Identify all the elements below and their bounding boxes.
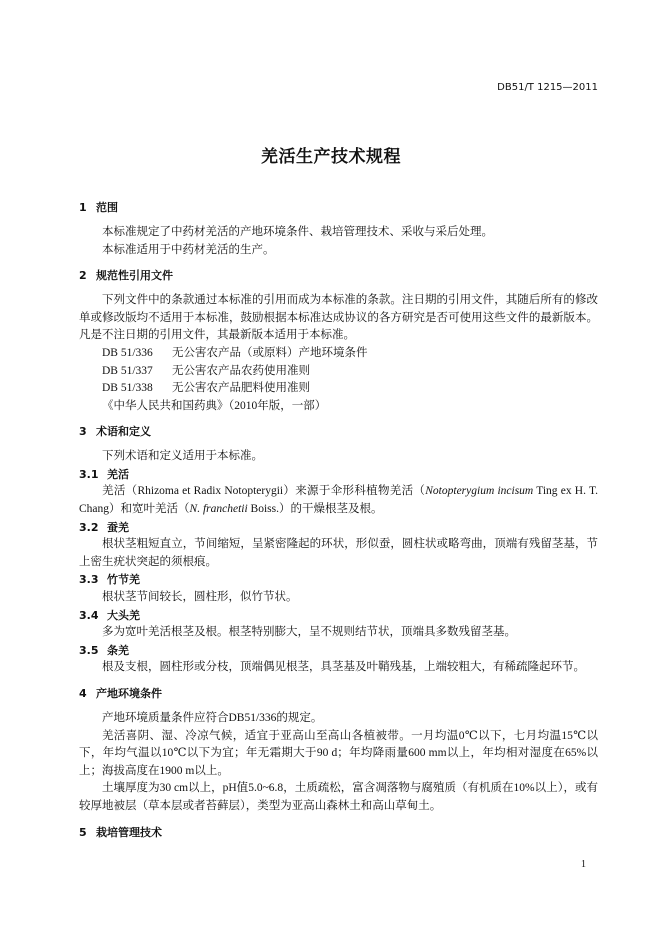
section-heading-scope [79, 199, 598, 217]
paragraph: 土壤厚度为30 cm以上，pH值5.0~6.8，土质疏松，富含凋落物与腐殖质（有机质在10%以上），或有较厚地被层（草本层或者苔藓层），类型为亚高山森林土和高山草甸土。 [79, 782, 598, 812]
section-number: 1 [79, 201, 87, 214]
section-title: 规范性引用文件 [96, 269, 173, 283]
paragraph: 下列术语和定义适用于本标准。 [102, 450, 263, 463]
term-number: 3.5 [79, 643, 99, 657]
term-definition: 多为宽叶羌活根茎及根。根茎特别膨大，呈不规则结节状，顶端具多数残留茎基。 [102, 626, 516, 639]
document-body [79, 199, 598, 849]
term-name: 大头羌 [107, 608, 140, 622]
term-definition: 根状茎节间较长，圆柱形，似竹节状。 [102, 591, 298, 604]
term-heading [79, 466, 598, 484]
term-number: 3.1 [79, 467, 99, 481]
section-heading-cultivation [79, 824, 598, 842]
reference-item-pharmacopoeia: 《中华人民共和国药典》（2010年版，一部） [102, 399, 327, 412]
term-heading [79, 571, 598, 589]
paragraph: 本标准适用于中药材羌活的生产。 [102, 243, 275, 256]
section-heading-normative-references [79, 267, 598, 285]
reference-code: DB 51/336 [102, 346, 153, 359]
section-number: 2 [79, 269, 87, 283]
term-heading [79, 642, 598, 660]
term-heading [79, 607, 598, 625]
term-name: 蚕羌 [107, 520, 129, 534]
term-definition: 根及支根，圆柱形或分枝，顶端偶见根茎，具茎基及叶鞘残基，上端较粗大，有稀疏隆起环节。 [102, 661, 585, 674]
page-number: 1 [581, 859, 586, 870]
term-name: 羌活 [107, 467, 129, 481]
reference-code: DB 51/337 [102, 364, 153, 377]
term-number: 3.3 [79, 573, 99, 587]
paragraph: 本标准规定了中药材羌活的产地环境条件、栽培管理技术、采收与采后处理。 [102, 225, 493, 238]
term-definition: 根状茎粗短直立，节间缩短，呈紧密隆起的环状，形似蚕，圆柱状或略弯曲，顶端有残留茎基，节上密生疣状突起的须根痕。 [79, 538, 598, 568]
term-heading [79, 519, 598, 537]
latin-species-name: N. franchetii [189, 503, 248, 516]
section-heading-site-environment [79, 685, 598, 703]
section-number: 4 [79, 687, 87, 701]
paragraph: 产地环境质量条件应符合DB51/336的规定。 [102, 712, 323, 724]
term-name: 条羌 [107, 643, 129, 657]
section-title: 产地环境条件 [96, 687, 162, 701]
section-title: 栽培管理技术 [96, 825, 162, 839]
definition-text: Boiss.）的干燥根茎及根。 [247, 503, 383, 516]
term-definition [79, 483, 598, 518]
reference-code: DB 51/338 [102, 382, 153, 395]
paragraph: 下列文件中的条款通过本标准的引用而成为本标准的条款。注日期的引用文件，其随后所有的修改单或修改版均不适用于本标准，鼓励根据本标准达成协议的各方研究是否可使用这些文件的最新版本。凡是不注日期的引用文件，其最新版本适用于本标准。 [79, 294, 598, 342]
document-title: 羌活生产技术规程 [261, 147, 401, 167]
term-name: 竹节羌 [107, 573, 140, 587]
reference-title: 无公害农产品肥料使用准则 [172, 382, 310, 395]
definition-text: Ting ex H. T. Chang）和宽叶羌活（ [79, 485, 598, 516]
reference-title: 无公害农产品（或原料）产地环境条件 [172, 346, 368, 359]
section-title: 范围 [96, 201, 118, 214]
section-title: 术语和定义 [96, 425, 151, 439]
reference-item [79, 380, 598, 398]
reference-item [79, 345, 598, 363]
document-code: DB51/T 1215—2011 [497, 82, 598, 93]
section-heading-terms-definitions [79, 423, 598, 441]
section-number: 3 [79, 425, 87, 439]
latin-species-name: Notopterygium incisum [425, 485, 534, 498]
definition-text: 羌活（Rhizoma et Radix Notopterygii）来源于伞形科植物羌活（ [102, 485, 426, 498]
paragraph: 羌活喜阴、湿、冷凉气候，适宜于亚高山至高山各植被带。一月均温0℃以下，七月均温15℃以下，年均气温以10℃以下为宜；年无霜期大于90 d；年均降雨量600 mm以上，年均相对湿度在65%以上；海拔高度在1900 m以上。 [79, 729, 598, 777]
term-number: 3.2 [79, 520, 99, 534]
reference-item [79, 363, 598, 381]
section-number: 5 [79, 825, 87, 839]
reference-title: 无公害农产品农药使用准则 [172, 364, 310, 377]
term-number: 3.4 [79, 608, 99, 622]
